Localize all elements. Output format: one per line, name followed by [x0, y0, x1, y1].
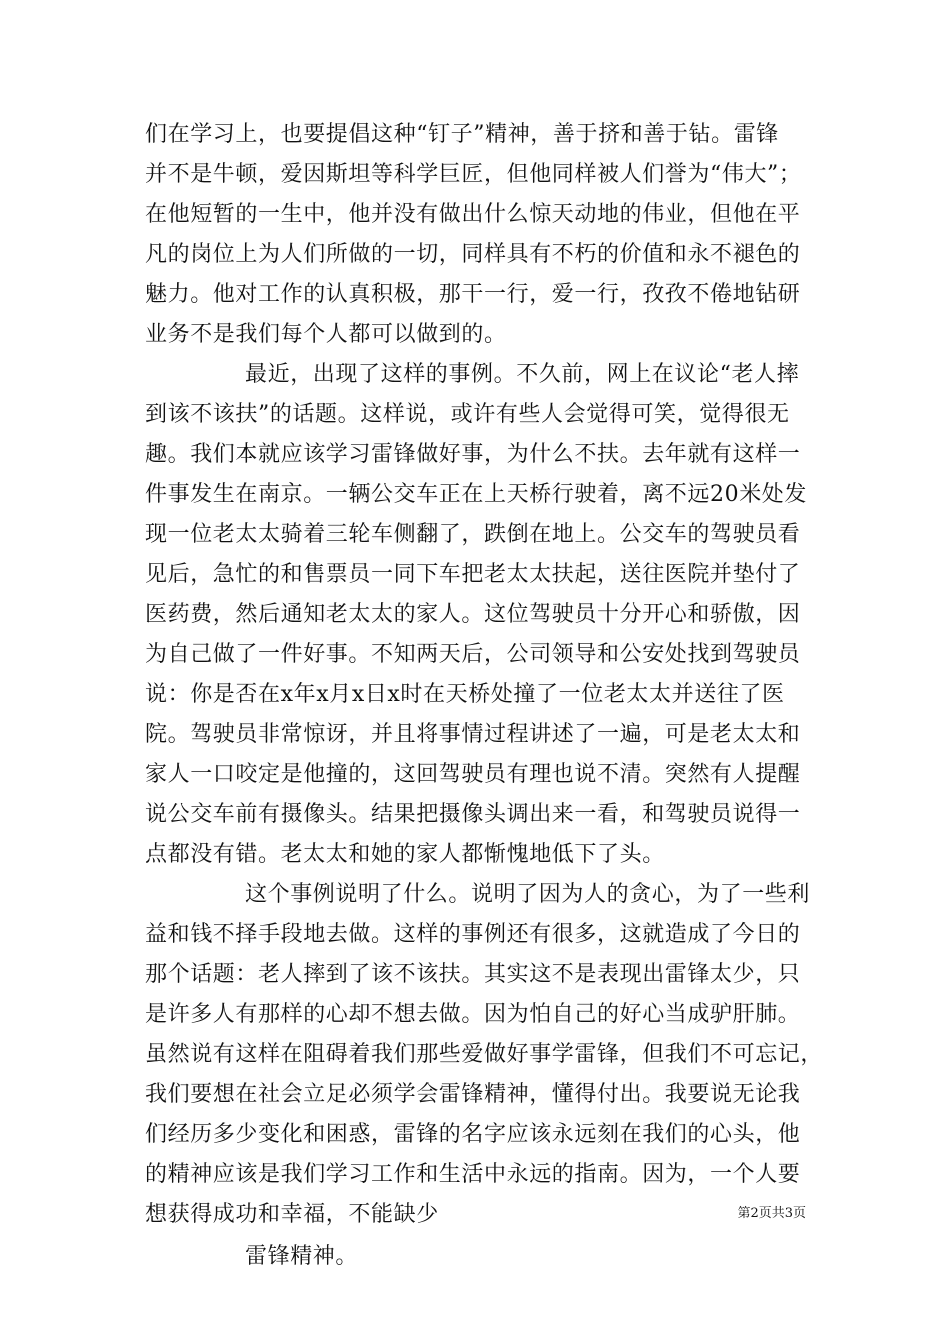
text-line: 医药费，然后通知老太太的家人。这位驾驶员十分开心和骄傲，因 — [145, 602, 801, 627]
text-line: 点都没有错。老太太和她的家人都惭愧地低下了头。 — [145, 842, 665, 867]
text-line: 在他短暂的一生中，他并没有做出什么惊天动地的伟业，但他在平 — [145, 202, 801, 227]
text-line: 件事发生在南京。一辆公交车正在上天桥行驶着，离不远20米处发 — [145, 482, 807, 507]
text-line: 到该不该扶”的话题。这样说，或许有些人会觉得可笑，觉得很无 — [145, 402, 790, 427]
text-line: 凡的岗位上为人们所做的一切，同样具有不朽的价值和永不褪色的 — [145, 242, 801, 267]
text-line: 魅力。他对工作的认真积极，那干一行，爱一行，孜孜不倦地钻研 — [145, 282, 801, 307]
text-line: 说：你是否在x年x月x日x时在天桥处撞了一位老太太并送往了医 — [145, 682, 785, 707]
paragraph-first-line: 这个事例说明了什么。说明了因为人的贪心，为了一些利 — [245, 882, 811, 907]
text-line: 我们要想在社会立足必须学会雷锋精神，懂得付出。我要说无论我 — [145, 1082, 801, 1107]
text-line: 的精神应该是我们学习工作和生活中永远的指南。因为，一个人要 — [145, 1162, 801, 1187]
text-line: 趣。我们本就应该学习雷锋做好事，为什么不扶。去年就有这样一 — [145, 442, 801, 467]
text-line: 现一位老太太骑着三轮车侧翻了，跌倒在地上。公交车的驾驶员看 — [145, 522, 801, 547]
text-line: 并不是牛顿，爱因斯坦等科学巨匠，但他同样被人们誉为“伟大”； — [145, 162, 802, 187]
paragraph-first-line: 最近，出现了这样的事例。不久前，网上在议论“老人摔 — [245, 362, 800, 387]
text-line: 业务不是我们每个人都可以做到的。 — [145, 322, 507, 347]
text-line: 们在学习上，也要提倡这种“钉子”精神，善于挤和善于钻。雷锋 — [145, 122, 779, 147]
text-line: 家人一口咬定是他撞的，这回驾驶员有理也说不清。突然有人提醒 — [145, 762, 801, 787]
text-line: 是许多人有那样的心却不想去做。因为怕自己的好心当成驴肝肺。 — [145, 1002, 801, 1027]
text-line: 益和钱不择手段地去做。这样的事例还有很多，这就造成了今日的 — [145, 922, 801, 947]
text-line: 那个话题：老人摔到了该不该扶。其实这不是表现出雷锋太少，只 — [145, 962, 801, 987]
paragraph-first-line: 雷锋精神。 — [245, 1244, 359, 1269]
text-line: 虽然说有这样在阻碍着我们那些爱做好事学雷锋，但我们不可忘记， — [145, 1042, 824, 1067]
text-line: 们经历多少变化和困惑，雷锋的名字应该永远刻在我们的心头，他 — [145, 1122, 801, 1147]
text-line: 院。驾驶员非常惊讶，并且将事情过程讲述了一遍，可是老太太和 — [145, 722, 801, 747]
text-line: 说公交车前有摄像头。结果把摄像头调出来一看，和驾驶员说得一 — [145, 802, 801, 827]
text-line: 见后，急忙的和售票员一同下车把老太太扶起，送往医院并垫付了 — [145, 562, 801, 587]
text-line: 为自己做了一件好事。不知两天后，公司领导和公安处找到驾驶员 — [145, 642, 801, 667]
text-line: 想获得成功和幸福，不能缺少 — [145, 1202, 439, 1227]
page-number-footer: 第2页共3页 — [737, 1206, 806, 1221]
